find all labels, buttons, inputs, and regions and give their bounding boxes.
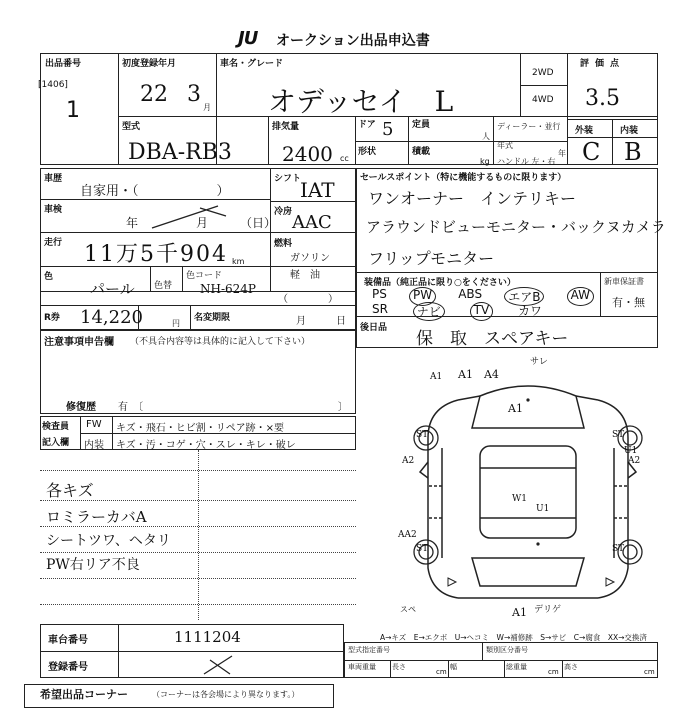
mark-st-fr: ST (612, 430, 625, 440)
dealer-label: ディーラー・並行 (497, 122, 561, 131)
equip-ps: PS (372, 287, 387, 301)
fuel-diesel: 軽 油 (290, 270, 320, 281)
note-line-3: シートツワ、ヘタリ (46, 533, 171, 549)
equip-airbag: エアB (504, 287, 544, 306)
inspection-label: 車検 (44, 205, 63, 215)
note-line-1: 各キズ (46, 481, 94, 500)
exterior-label: 外装 (575, 126, 594, 136)
color-code-label: 色コード (186, 271, 223, 281)
chassis-value: 1111204 (174, 628, 241, 646)
dim-class-label: 類別区分番号 (486, 646, 528, 654)
selling-points-label: セールスポイント（特に機能するものに限ります） (360, 173, 567, 183)
mark-u1-center: U1 (536, 504, 550, 514)
mark-a2-right: A2 (628, 456, 641, 466)
doors-label: ドア (358, 120, 376, 130)
drive-4wd: 4WD (532, 95, 554, 105)
equipment-label: 装備品（純正品に限り○をください） (364, 278, 516, 288)
capacity-unit: 人 (482, 132, 490, 141)
notes-label: 注意事項申告欄 (44, 337, 114, 348)
rating-score: 3.5 (585, 86, 620, 111)
mark-spare: スペ (400, 605, 416, 614)
registration-strike (200, 652, 240, 678)
mark-st-rl: ST (416, 544, 429, 554)
usage-label: 車歴 (44, 174, 63, 184)
usage-value: 自家用・（ ） (80, 184, 230, 199)
ac-label: 冷房 (274, 207, 293, 217)
car-name-label: 車名・グレード (220, 59, 284, 69)
dim-width-label: 幅 (450, 663, 457, 671)
equip-tv: TV (470, 302, 494, 321)
equip-navi: ナビ (413, 302, 445, 321)
dim-unit-2: cm (548, 668, 559, 676)
mark-aa2: AA2 (398, 530, 417, 540)
first-reg-month-unit: 月 (203, 103, 211, 112)
mileage-label: 走行 (44, 238, 63, 248)
header-title: オークション出品申込書 (276, 33, 430, 49)
year-label: 年式 (497, 141, 513, 150)
desired-corner-label: 希望出品コーナー (40, 688, 128, 701)
mark-st-fl: ST (416, 430, 429, 440)
fuel-label: 燃料 (274, 239, 293, 249)
mark-a2-left: A2 (402, 456, 415, 466)
inspection-day: （日） (240, 216, 277, 230)
registration-label: 登録番号 (48, 662, 88, 673)
shade-label: 色替 (154, 281, 173, 291)
new-car-warranty-value: 有・無 (612, 296, 645, 309)
dim-model-label: 型式指定番号 (348, 646, 390, 654)
selling-point-2: アラウンドビューモニター・バックヌカメラ (366, 218, 666, 236)
mark-top: A1 A4 (458, 368, 499, 381)
first-reg-label: 初度登録年月 (122, 59, 177, 69)
repair-label: 修復歴 (66, 402, 96, 413)
recycle-label: R券 (44, 313, 60, 323)
equip-sr: SR (372, 302, 388, 316)
mark-bottom-label: デリゲ (534, 605, 561, 615)
rating-label: 評価点 (580, 59, 626, 69)
inspector-fw: FW (86, 419, 102, 430)
mark-a1-top: A1 (430, 372, 443, 382)
lot-code: [1406] (38, 80, 68, 90)
color-value: パール (90, 280, 135, 298)
equip-pw: PW (409, 287, 436, 306)
equip-abs: ABS (458, 287, 483, 301)
inspector-label-2: 記入欄 (42, 438, 70, 448)
selling-point-1: ワンオーナー インテリキー (368, 189, 577, 208)
inspection-year: 年 (126, 216, 139, 230)
fuel-other: （ ） (278, 294, 338, 305)
selling-point-3: フリップモニター (368, 249, 495, 268)
shape-label: 形状 (358, 147, 377, 157)
lot-label: 出品番号 (45, 59, 82, 69)
handle-label: ハンドル 左・右 (497, 157, 556, 166)
mark-u1-right: U1 (624, 446, 638, 456)
desired-corner-note: （コーナーは各会場により異なります。） (152, 690, 300, 699)
inspector-interior: 内装 (84, 440, 104, 451)
mileage-unit: km (232, 257, 245, 266)
name-change-label: 名変期限 (194, 313, 231, 323)
displacement-label: 排気量 (272, 122, 300, 132)
name-change-day: 日 (336, 316, 346, 327)
car-name-value: オデッセイ L (268, 85, 454, 118)
model-value: DBA-RB3 (128, 140, 232, 165)
equipment-row2 (372, 302, 542, 321)
inspector-row1: キズ・飛石・ヒビ割・リペア跡・×要 (116, 423, 284, 434)
name-change-month: 月 (296, 316, 306, 327)
dim-length-label: 長さ (392, 663, 406, 671)
damage-legend: A→キズ E→エクボ U→ヘコミ W→補修跡 S→サビ C→腐食 XX→交換済 (380, 633, 647, 642)
displacement-unit: cc (340, 154, 349, 163)
year-unit: 年 (558, 149, 566, 158)
note-line-4: PW右リア不良 (46, 557, 140, 573)
mark-top2: サレ (530, 357, 548, 367)
exterior-grade: C (582, 138, 601, 166)
model-label: 型式 (122, 122, 141, 132)
dim-unit-1: cm (436, 668, 447, 676)
displacement-value: 2400 (282, 142, 333, 166)
lot-number: 1 (66, 98, 80, 123)
mark-bottom-a1: A1 (512, 606, 527, 619)
first-reg-month: 3 (187, 82, 201, 107)
inspection-month: 月 (196, 216, 209, 230)
capacity-label: 定員 (412, 120, 431, 130)
first-reg-year: 22 (140, 82, 168, 107)
doors-value: 5 (382, 119, 394, 140)
interior-grade: B (624, 138, 642, 166)
interior-label: 内装 (620, 126, 639, 136)
inspector-label-1: 検査員 (42, 422, 70, 432)
later-items-label: 後日品 (360, 323, 388, 333)
load-unit: kg (480, 157, 490, 166)
shift-label: シフト (274, 174, 302, 184)
recycle-value: 14,220 (80, 307, 143, 328)
equip-aw: AW (567, 287, 594, 306)
equip-leather: カワ (517, 304, 542, 318)
ac-value: AAC (292, 212, 332, 233)
load-label: 積載 (412, 147, 431, 157)
mark-a1-front: A1 (508, 402, 523, 415)
new-car-warranty-label: 新車保証書 (604, 277, 644, 286)
later-items-value: 保 取 スペアキー (416, 329, 569, 349)
note-line-2: ロミラーカバA (46, 508, 147, 526)
color-label: 色 (44, 272, 54, 282)
mark-w1: W1 (512, 494, 527, 504)
dim-unit-3: cm (644, 668, 655, 676)
notes-sublabel: （不具合内容等は具体的に記入して下さい） (130, 337, 311, 347)
repair-close: 〕 (338, 402, 348, 413)
drive-2wd: 2WD (532, 68, 554, 78)
dim-total-label: 総重量 (506, 663, 527, 671)
header-logo: JU (238, 28, 258, 49)
inspector-row2: キズ・汚・コゲ・穴・スレ・キレ・破レ (116, 440, 296, 451)
dim-weight-label: 車両重量 (348, 663, 376, 671)
inspection-strike (148, 202, 228, 232)
shift-value: IAT (300, 178, 335, 202)
dim-height-label: 高さ (564, 663, 578, 671)
repair-value: 有 〔 (118, 402, 143, 413)
car-diagram (398, 368, 658, 618)
color-code: NH-624P (200, 282, 256, 296)
mileage-value: 11万5千904 (84, 242, 228, 267)
recycle-unit: 円 (172, 319, 180, 328)
fuel-gasoline: ガソリン (290, 253, 330, 264)
mark-st-rr: ST (612, 544, 625, 554)
chassis-label: 車台番号 (48, 635, 88, 646)
